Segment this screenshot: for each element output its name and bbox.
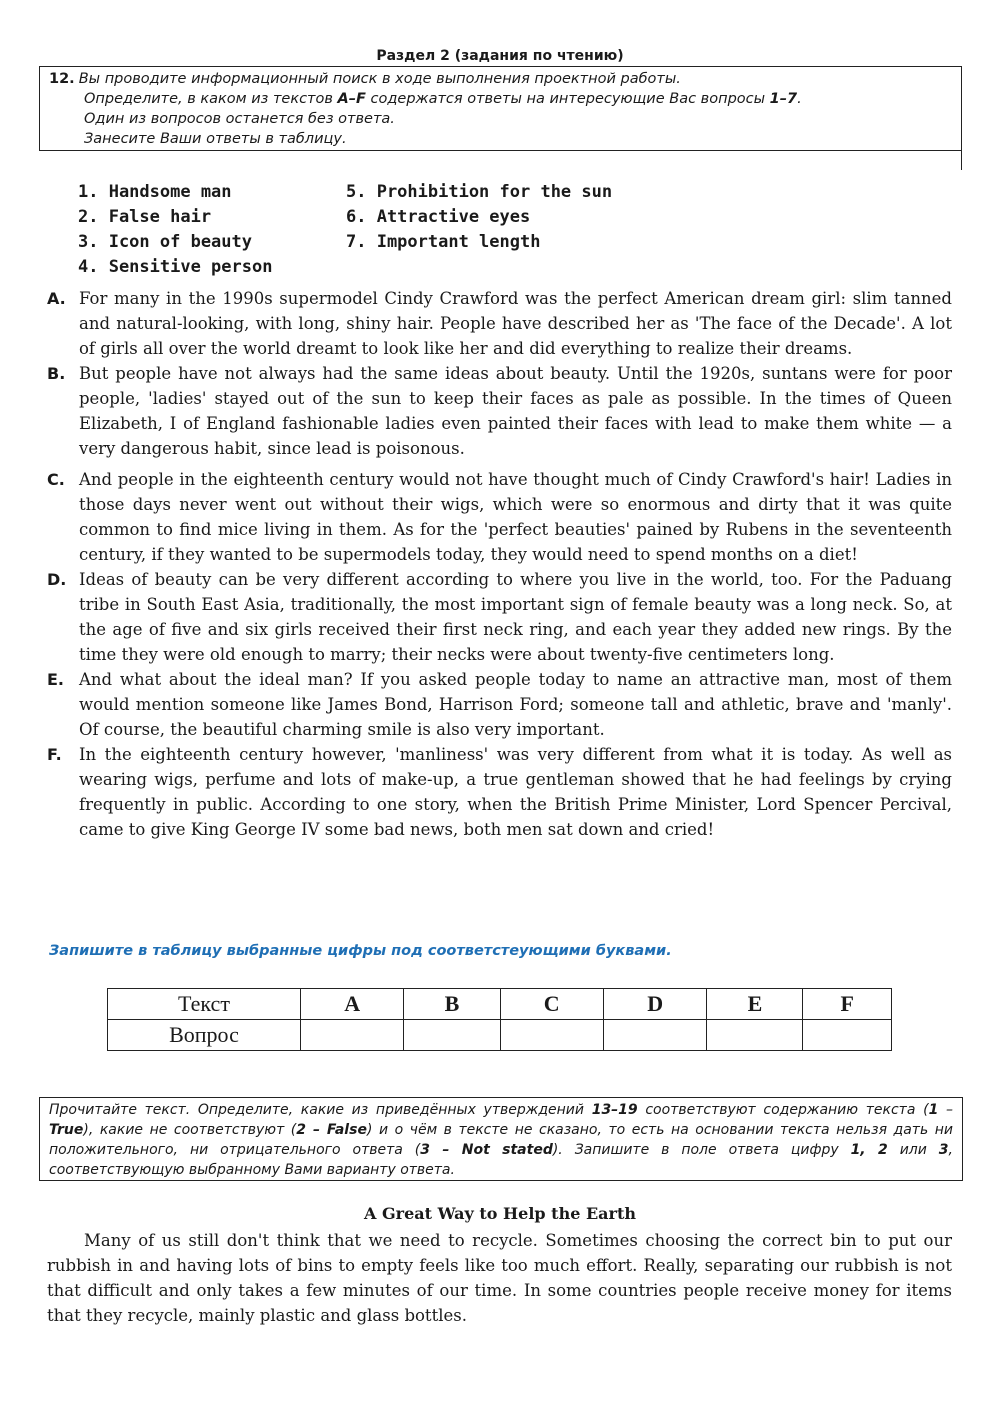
answer-cell-a[interactable] (301, 1020, 404, 1051)
instr-true: True (49, 1122, 84, 1138)
task-line-2-letters: A–F (337, 91, 366, 107)
article-body: Many of us still don't think that we need to recycle. Sometimes choosing the correct bin to put our rubbish in and having lots of bins to empty feels like too much effort. Really, separating our rubbish is not that difficult and only takes a few minutes of our time. In some countries people receive money for items that they recycle, mainly plastic and glass bottles. (47, 1231, 952, 1325)
task-line-2-part: Определите, в каком из текстов (84, 91, 338, 107)
text-letter: B. (47, 364, 66, 383)
instr-part: Прочитайте текст. Определите, какие из приведённых утверждений (49, 1102, 592, 1118)
question-item: 3. Icon of beauty (78, 232, 252, 252)
instr-false: 2 – False (296, 1122, 367, 1138)
column-header: E (707, 989, 803, 1020)
instr-three: 3 (938, 1142, 949, 1158)
text-item-f (47, 742, 952, 842)
section-title: Раздел 2 (задания по чтению) (376, 48, 624, 64)
task-line-2-part: . (797, 91, 802, 107)
question-column-right (346, 180, 646, 255)
task-number: 12. (49, 71, 75, 87)
text-list (47, 286, 952, 842)
text-body: In the eighteenth century however, 'manliness' was very different from what it is today. As well as wearing wigs, perfume and lots of make-up, a true gentleman showed that he had feelings by crying frequently in public. According to one story, when the British Prime Minister, Lord Spencer Percival, came to give King George IV some bad news, both men sat down and cried! (79, 745, 952, 839)
row-label-text: Текст (108, 989, 301, 1020)
row-label-question: Вопрос (108, 1020, 301, 1051)
answer-cell-f[interactable] (803, 1020, 892, 1051)
text-letter: D. (47, 570, 67, 589)
question-item: 2. False hair (78, 207, 212, 227)
frame-bottom-line (39, 150, 961, 151)
question-item: 1. Handsome man (78, 182, 232, 202)
column-header: B (404, 989, 500, 1020)
instr-part: – (938, 1102, 954, 1118)
task-line-3: Один из вопросов останется без ответа. (84, 111, 395, 127)
task-line-2-numbers: 1–7 (769, 91, 798, 107)
instr-not-stated: 3 – Not stated (420, 1142, 553, 1158)
text-body: For many in the 1990s supermodel Cindy Crawford was the perfect American dream girl: slim tanned and natural-looking, with long, shiny hair. People have described her as 'The face of the Decade'. A lot of girls all over the world dreamt to look like her and did everything to realize their dreams. (79, 289, 952, 358)
instr-part: , соответствующую выбранному Вами варианту ответа. (49, 1142, 953, 1178)
column-header: A (301, 989, 404, 1020)
question-item: 5. Prohibition for the sun (346, 182, 613, 202)
question-item: 6. Attractive eyes (346, 207, 531, 227)
answer-cell-d[interactable] (603, 1020, 706, 1051)
instr-one-two: 1, 2 (850, 1142, 888, 1158)
task-13-instructions (39, 1097, 963, 1181)
instr-part: соответствуют содержанию текста ( (637, 1102, 929, 1118)
text-letter: C. (47, 470, 65, 489)
task-line-1: Вы проводите информационный поиск в ходе выполнения проектной работы. (78, 71, 681, 87)
article-title: A Great Way to Help the Earth (364, 1204, 636, 1223)
answer-cell-b[interactable] (404, 1020, 500, 1051)
text-body: And people in the eighteenth century would not have thought much of Cindy Crawford's hair! Ladies in those days never went out without their wigs, which were so enormous and dirty that it was quite common to find mice living in them. As for the 'perfect beauties' pained by Rubens in the seventeenth century, if they wanted to be supermodels today, they would need to spend months on a diet! (79, 470, 952, 564)
text-item-b (47, 361, 952, 461)
table-row (108, 989, 892, 1020)
question-column-left (78, 180, 338, 280)
text-body: And what about the ideal man? If you asked people today to name an attractive man, most of them would mention someone like James Bond, Harrison Ford; someone tall and athletic, brave and 'manly'. Of course, the beautiful charming smile is also very important. (79, 670, 952, 739)
instr-part: ). Запишите в поле ответа цифру (552, 1142, 851, 1158)
instr-range: 13–19 (591, 1102, 638, 1118)
column-header: F (803, 989, 892, 1020)
task-line-4: Занесите Ваши ответы в таблицу. (84, 131, 347, 147)
instr-one: 1 (928, 1102, 939, 1118)
answer-table (107, 988, 892, 1051)
text-item-a (47, 286, 952, 361)
instr-part: ), какие не соответствуют ( (83, 1122, 297, 1138)
instr-part: или (887, 1142, 939, 1158)
text-item-c (47, 467, 952, 567)
text-item-d (47, 567, 952, 667)
answer-cell-c[interactable] (500, 1020, 603, 1051)
table-instruction: Запишите в таблицу выбранные цифры под соответстеующими буквами. (49, 943, 672, 959)
text-letter: E. (47, 670, 65, 689)
answer-cell-e[interactable] (707, 1020, 803, 1051)
instr-part: ) и о чём в тексте не сказано, то есть на основании текста нельзя дать ни положительного, ни отрицательного ответа ( (49, 1122, 953, 1158)
text-letter: A. (47, 289, 66, 308)
text-body: Ideas of beauty can be very different according to where you live in the world, too. For the Paduang tribe in South East Asia, traditionally, the most important sign of female beauty was a long neck. So, at the age of five and six girls received their first neck ring, and each year they added new rings. By the time they were old enough to marry; their necks were about twenty-five centimeters long. (79, 570, 952, 664)
task-line-2-part: содержатся ответы на интересующие Вас вопросы (365, 91, 770, 107)
column-header: D (603, 989, 706, 1020)
column-header: C (500, 989, 603, 1020)
task-line-2 (49, 89, 949, 109)
frame-left-line (39, 67, 40, 150)
text-body: But people have not always had the same ideas about beauty. Until the 1920s, suntans were for poor people, 'ladies' stayed out of the sun to keep their faces as pale as possible. In the times of Queen Elizabeth, I of England fashionable ladies even painted their faces with lead to make them white — a very dangerous habit, since lead is poisonous. (79, 364, 952, 458)
question-item: 7. Important length (346, 232, 541, 252)
text-letter: F. (47, 745, 62, 764)
task-12-instructions (49, 69, 949, 149)
table-row (108, 1020, 892, 1051)
question-item: 4. Sensitive person (78, 257, 273, 277)
text-item-e (47, 667, 952, 742)
